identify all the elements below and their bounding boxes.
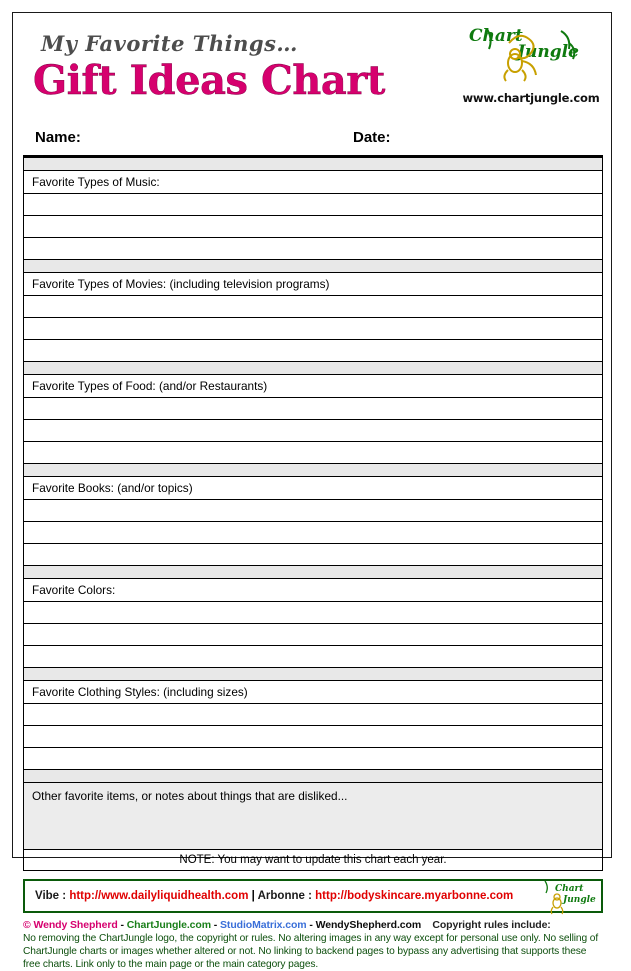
entry-row[interactable] — [24, 398, 603, 420]
section-label: Favorite Types of Food: (and/or Restaurants) — [24, 375, 603, 398]
vibe-label: Vibe : — [35, 890, 67, 902]
entry-row[interactable] — [24, 602, 603, 624]
name-date-row — [23, 129, 603, 157]
svg-text:Chart: Chart — [469, 26, 523, 46]
rules-heading: Copyright rules include: — [432, 919, 551, 931]
section-label-row — [24, 681, 603, 704]
footer-note: NOTE: You may want to update this chart each year. — [24, 850, 603, 871]
document-header — [23, 19, 603, 127]
entry-row[interactable] — [24, 624, 603, 646]
spacer-row — [24, 362, 603, 375]
entry-row[interactable] — [24, 500, 603, 522]
entry-cell[interactable] — [24, 442, 603, 464]
entry-cell[interactable] — [24, 726, 603, 748]
spacer-cell — [24, 566, 603, 579]
svg-text:Jungle: Jungle — [563, 895, 596, 905]
entry-cell[interactable] — [24, 748, 603, 770]
entry-row[interactable] — [24, 748, 603, 770]
site-chartjungle-link[interactable]: ChartJungle.com — [126, 919, 211, 931]
copyright-rules-text: No removing the ChartJungle logo, the copyright or rules. No altering images in any way except for personal use only. No selling of ChartJungle charts or images whether altered or not. No linking to backend pages to bypass any advertising that supports these free charts. Link only to the main page or the main category pages. — [23, 933, 599, 970]
sponsor-links-box — [23, 879, 603, 913]
entry-row[interactable] — [24, 646, 603, 668]
section-label: Favorite Types of Music: — [24, 171, 603, 194]
entry-row[interactable] — [24, 340, 603, 362]
site-wendyshepherd-link[interactable]: WendyShepherd.com — [315, 919, 422, 931]
dash-1: - — [120, 919, 124, 931]
entry-row[interactable] — [24, 522, 603, 544]
entry-cell[interactable] — [24, 296, 603, 318]
vibe-link[interactable]: http://www.dailyliquidhealth.com — [69, 890, 249, 902]
document-footer — [23, 919, 603, 971]
chartjungle-small-logo-icon — [541, 877, 607, 917]
entry-cell[interactable] — [24, 646, 603, 668]
section-label-row — [24, 375, 603, 398]
spacer-row — [24, 668, 603, 681]
entry-row[interactable] — [24, 318, 603, 340]
copyright-line — [23, 919, 603, 931]
name-label: Name: — [35, 129, 81, 146]
section-label-row — [24, 171, 603, 194]
entry-cell[interactable] — [24, 704, 603, 726]
entry-cell[interactable] — [24, 398, 603, 420]
spacer-cell — [24, 668, 603, 681]
gift-ideas-table — [23, 157, 603, 871]
spacer-cell — [24, 362, 603, 375]
script-title: My Favorite Things… — [41, 31, 298, 56]
dash-3: - — [309, 919, 313, 931]
entry-cell[interactable] — [24, 500, 603, 522]
section-label: Favorite Clothing Styles: (including sizes) — [24, 681, 603, 704]
site-studiomatrix-link[interactable]: StudioMatrix.com — [220, 919, 307, 931]
entry-cell[interactable] — [24, 318, 603, 340]
entry-cell[interactable] — [24, 238, 603, 260]
entry-row[interactable] — [24, 420, 603, 442]
spacer-cell — [24, 770, 603, 783]
author-name: Wendy Shepherd — [33, 919, 118, 931]
svg-text:Chart: Chart — [555, 884, 584, 894]
dash-2: - — [213, 919, 218, 931]
copyright-mark: © — [23, 919, 31, 931]
section-label: Favorite Books: (and/or topics) — [24, 477, 603, 500]
footer-note-row — [24, 850, 603, 871]
entry-cell[interactable] — [24, 340, 603, 362]
arbonne-label: Arbonne : — [257, 890, 312, 902]
chartjungle-logo — [461, 23, 601, 105]
section-label-row — [24, 579, 603, 602]
notes-row[interactable] — [24, 783, 603, 850]
entry-cell[interactable] — [24, 522, 603, 544]
notes-label[interactable]: Other favorite items, or notes about things that are disliked... — [24, 783, 603, 850]
arbonne-link[interactable]: http://bodyskincare.myarbonne.com — [315, 890, 514, 902]
svg-text:Jungle: Jungle — [517, 42, 579, 62]
spacer-row — [24, 260, 603, 273]
entry-row[interactable] — [24, 296, 603, 318]
sponsor-links-text — [35, 890, 513, 902]
sheet-inner — [23, 19, 603, 971]
entry-cell[interactable] — [24, 624, 603, 646]
date-label: Date: — [353, 129, 391, 146]
entry-row[interactable] — [24, 216, 603, 238]
entry-cell[interactable] — [24, 216, 603, 238]
chart-sheet — [12, 12, 612, 970]
entry-row[interactable] — [24, 726, 603, 748]
entry-row[interactable] — [24, 194, 603, 216]
spacer-cell — [24, 464, 603, 477]
logo-url-text: www.chartjungle.com — [462, 91, 600, 105]
section-label-row — [24, 477, 603, 500]
section-label-row — [24, 273, 603, 296]
section-label: Favorite Colors: — [24, 579, 603, 602]
entry-cell[interactable] — [24, 602, 603, 624]
entry-cell[interactable] — [24, 420, 603, 442]
section-label: Favorite Types of Movies: (including television programs) — [24, 273, 603, 296]
spacer-cell — [24, 260, 603, 273]
entry-row[interactable] — [24, 238, 603, 260]
spacer-cell — [24, 158, 603, 171]
entry-row[interactable] — [24, 704, 603, 726]
entry-row[interactable] — [24, 544, 603, 566]
spacer-row — [24, 566, 603, 579]
entry-cell[interactable] — [24, 544, 603, 566]
entry-row[interactable] — [24, 442, 603, 464]
spacer-row — [24, 770, 603, 783]
entry-cell[interactable] — [24, 194, 603, 216]
spacer-row — [24, 158, 603, 171]
links-separator: | — [251, 890, 255, 902]
spacer-row — [24, 464, 603, 477]
page-title: Gift Ideas Chart — [33, 57, 385, 104]
chartjungle-logo-icon — [465, 23, 597, 85]
table-body — [24, 158, 603, 871]
